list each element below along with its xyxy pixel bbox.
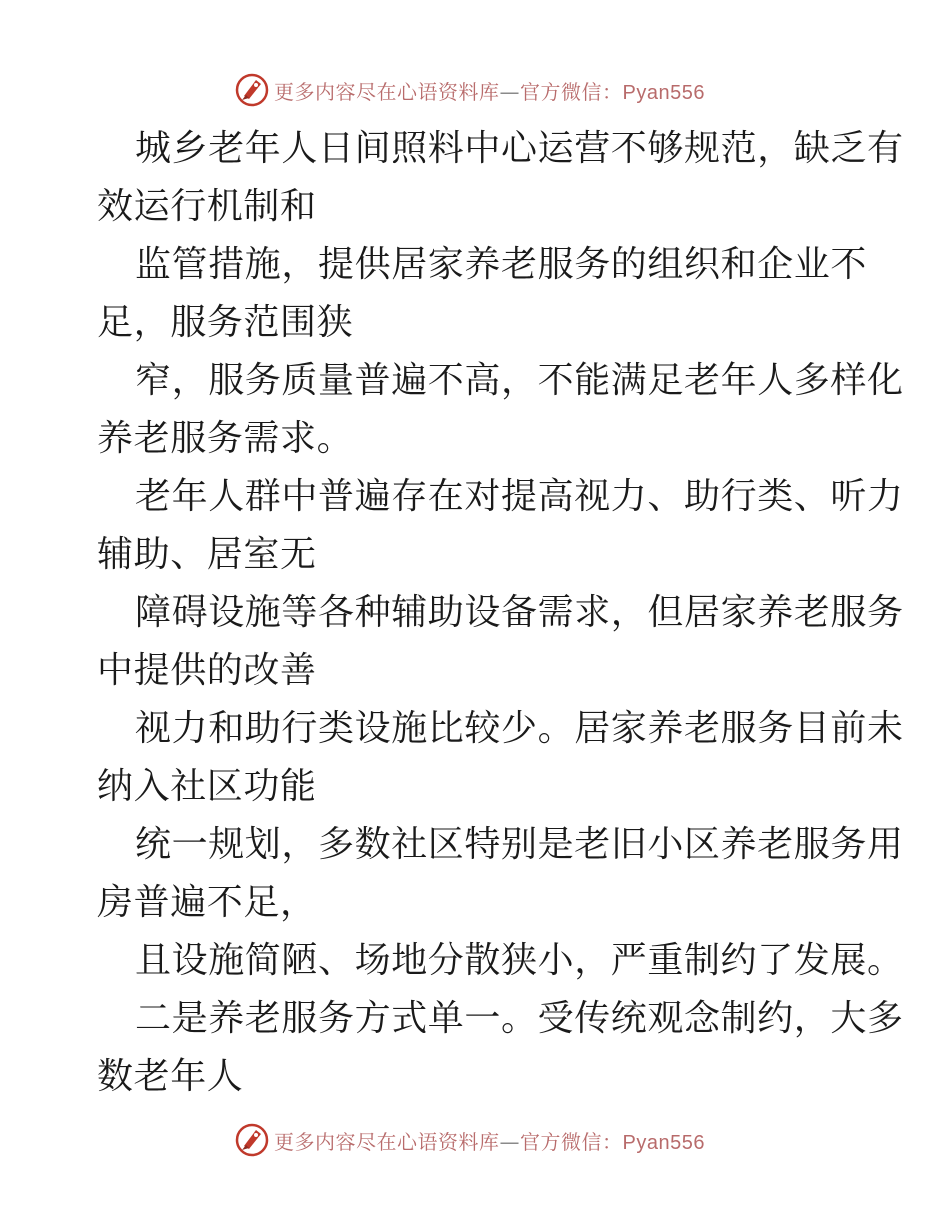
body-line: 房普遍不足，	[97, 882, 317, 923]
pen-nib-circle-icon	[234, 1122, 270, 1158]
body-line: 统一规划，多数社区特别是老旧小区养老服务用	[135, 824, 904, 865]
header-banner-account: 官方微信：	[520, 79, 623, 104]
body-line: 且设施简陋、场地分散狭小，严重制约了发展。	[135, 940, 904, 981]
body-line: 老年人群中普遍存在对提高视力、助行类、听力	[135, 476, 904, 517]
footer-banner-text	[274, 1126, 705, 1155]
body-line: 养老服务需求。	[97, 418, 354, 459]
body-line: 城乡老年人日间照料中心运营不够规范，缺乏有	[135, 128, 904, 169]
footer-banner	[234, 1120, 705, 1160]
footer-banner-id: Pyan556	[622, 1131, 705, 1154]
body-line: 障碍设施等各种辅助设备需求，但居家养老服务	[135, 592, 904, 633]
body-line: 效运行机制和	[97, 186, 317, 227]
footer-banner-dash: —	[499, 1129, 520, 1154]
body-line: 窄，服务质量普遍不高，不能满足老年人多样化	[135, 360, 904, 401]
footer-banner-main: 更多内容尽在心语资料库	[274, 1129, 500, 1154]
body-line: 二是养老服务方式单一。受传统观念制约，大多	[135, 998, 904, 1039]
pen-nib-circle-icon	[234, 72, 270, 108]
header-banner-main: 更多内容尽在心语资料库	[274, 79, 500, 104]
footer-banner-account: 官方微信：	[520, 1129, 623, 1154]
header-banner-dash: —	[499, 79, 520, 104]
body-line: 辅助、居室无	[97, 534, 317, 575]
header-banner-text	[274, 76, 705, 105]
document-body	[97, 120, 904, 1106]
body-line: 中提供的改善	[97, 650, 317, 691]
header-banner	[234, 70, 705, 110]
body-line: 数老年人	[97, 1056, 244, 1097]
header-banner-id: Pyan556	[622, 81, 705, 104]
body-line: 视力和助行类设施比较少。居家养老服务目前未	[135, 708, 904, 749]
body-line: 纳入社区功能	[97, 766, 317, 807]
body-line: 足，服务范围狭	[97, 302, 354, 343]
body-line: 监管措施，提供居家养老服务的组织和企业不	[135, 244, 868, 285]
